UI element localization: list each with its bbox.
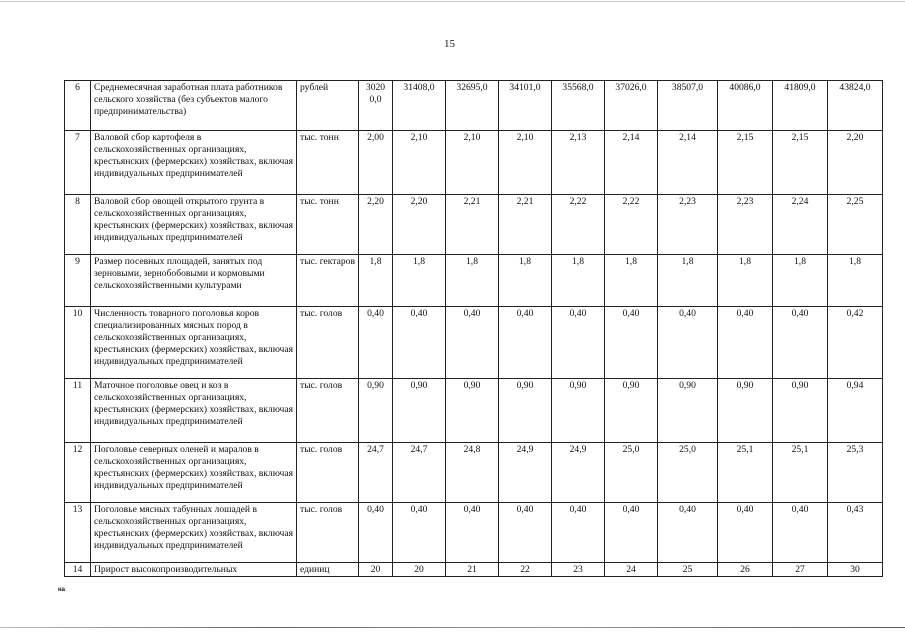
value-cell: 0,40 xyxy=(773,503,828,563)
value-cell: 2,00 xyxy=(359,131,393,195)
indicator-name: Численность товарного поголовья коров специализированных мясных пород в сельскохозяйственных организациях, крестьянских (фермерских) хозяйствах, включая индивидуальных предпринимателей xyxy=(91,307,297,379)
value-cell: 1,8 xyxy=(773,255,828,307)
value-cell: 25,1 xyxy=(773,443,828,503)
value-cell: 31408,0 xyxy=(393,81,446,131)
row-index: 9 xyxy=(65,255,91,307)
value-cell: 1,8 xyxy=(828,255,883,307)
value-cell: 0,40 xyxy=(552,307,605,379)
value-cell: 1,8 xyxy=(658,255,718,307)
value-cell: 0,90 xyxy=(552,379,605,443)
value-cell: 2,23 xyxy=(718,195,773,255)
value-cell: 2,22 xyxy=(605,195,658,255)
value-cell: 2,21 xyxy=(499,195,552,255)
value-cell: 2,23 xyxy=(658,195,718,255)
value-cell: 24,9 xyxy=(499,443,552,503)
value-cell: 22 xyxy=(499,563,552,577)
indicator-name: Маточное поголовье овец и коз в сельскохозяйственных организациях, крестьянских (фермерских) хозяйствах, включая индивидуальных предпринимателей xyxy=(91,379,297,443)
value-cell: 0,90 xyxy=(499,379,552,443)
value-cell: 0,40 xyxy=(446,307,499,379)
row-index: 14 xyxy=(65,563,91,577)
value-cell: 27 xyxy=(773,563,828,577)
value-cell: 0,40 xyxy=(605,307,658,379)
value-cell: 2,10 xyxy=(393,131,446,195)
table-row xyxy=(65,443,883,503)
value-cell: 20 xyxy=(359,563,393,577)
value-cell: 0,40 xyxy=(718,503,773,563)
unit-cell: единиц xyxy=(297,563,359,577)
unit-cell: рублей xyxy=(297,81,359,131)
value-cell: 2,10 xyxy=(446,131,499,195)
value-cell: 0,43 xyxy=(828,503,883,563)
value-cell: 25,1 xyxy=(718,443,773,503)
value-cell: 24,7 xyxy=(393,443,446,503)
value-cell: 2,25 xyxy=(828,195,883,255)
value-cell: 26 xyxy=(718,563,773,577)
value-cell: 0,40 xyxy=(552,503,605,563)
value-cell: 0,90 xyxy=(393,379,446,443)
value-cell: 37026,0 xyxy=(605,81,658,131)
value-cell: 2,22 xyxy=(552,195,605,255)
indicator-name: Среднемесячная заработная плата работников сельского хозяйства (без субъектов малого предпринимательства) xyxy=(91,81,297,131)
table-row xyxy=(65,379,883,443)
unit-cell: тыс. гектаров xyxy=(297,255,359,307)
value-cell: 24,8 xyxy=(446,443,499,503)
page-number: 15 xyxy=(444,38,455,50)
value-cell: 24 xyxy=(605,563,658,577)
value-cell: 1,8 xyxy=(499,255,552,307)
table-row xyxy=(65,195,883,255)
value-cell: 0,40 xyxy=(359,307,393,379)
value-cell: 0,90 xyxy=(446,379,499,443)
value-cell: 2,15 xyxy=(773,131,828,195)
indicator-name: Валовой сбор овощей открытого грунта в сельскохозяйственных организациях, крестьянских (фермерских) хозяйствах, включая индивидуальных предпринимателей xyxy=(91,195,297,255)
value-cell: 25,0 xyxy=(605,443,658,503)
value-cell: 25,0 xyxy=(658,443,718,503)
value-cell: 1,8 xyxy=(718,255,773,307)
indicator-name: Валовой сбор картофеля в сельскохозяйственных организациях, крестьянских (фермерских) хозяйствах, включая индивидуальных предпринимателей xyxy=(91,131,297,195)
value-cell: 21 xyxy=(446,563,499,577)
unit-cell: тыс. тонн xyxy=(297,131,359,195)
scan-edge-bottom xyxy=(0,627,905,628)
value-cell: 2,20 xyxy=(393,195,446,255)
indicator-name: Поголовье мясных табунных лошадей в сельскохозяйственных организациях, крестьянских (фермерских) хозяйствах, включая индивидуальных предпринимателей xyxy=(91,503,297,563)
value-cell: 0,90 xyxy=(359,379,393,443)
footnote-mark: на xyxy=(58,587,65,593)
scan-edge-top xyxy=(0,1,905,2)
row-index: 11 xyxy=(65,379,91,443)
value-cell: 2,21 xyxy=(446,195,499,255)
value-cell: 0,40 xyxy=(393,503,446,563)
value-cell: 41809,0 xyxy=(773,81,828,131)
table-row xyxy=(65,307,883,379)
value-cell: 0,40 xyxy=(658,307,718,379)
unit-cell: тыс. голов xyxy=(297,443,359,503)
value-cell: 34101,0 xyxy=(499,81,552,131)
value-cell: 1,8 xyxy=(552,255,605,307)
indicator-name: Прирост высокопроизводительных xyxy=(91,563,297,577)
table-row xyxy=(65,81,883,131)
value-cell: 1,8 xyxy=(393,255,446,307)
value-cell: 24,7 xyxy=(359,443,393,503)
value-cell: 0,40 xyxy=(718,307,773,379)
value-cell: 2,15 xyxy=(718,131,773,195)
value-cell: 2,14 xyxy=(658,131,718,195)
value-cell: 0,40 xyxy=(359,503,393,563)
value-cell: 0,94 xyxy=(828,379,883,443)
value-cell: 1,8 xyxy=(605,255,658,307)
value-cell: 32695,0 xyxy=(446,81,499,131)
row-index: 8 xyxy=(65,195,91,255)
value-cell: 2,24 xyxy=(773,195,828,255)
row-index: 7 xyxy=(65,131,91,195)
value-cell: 0,40 xyxy=(605,503,658,563)
value-cell: 2,13 xyxy=(552,131,605,195)
value-cell: 0,40 xyxy=(499,307,552,379)
value-cell: 0,90 xyxy=(658,379,718,443)
value-cell: 0,40 xyxy=(393,307,446,379)
value-cell: 0,40 xyxy=(658,503,718,563)
value-cell: 2,20 xyxy=(359,195,393,255)
value-cell: 0,40 xyxy=(446,503,499,563)
row-index: 6 xyxy=(65,81,91,131)
row-index: 10 xyxy=(65,307,91,379)
value-cell: 23 xyxy=(552,563,605,577)
value-cell: 0,40 xyxy=(499,503,552,563)
value-cell: 40086,0 xyxy=(718,81,773,131)
value-cell: 2,10 xyxy=(499,131,552,195)
unit-cell: тыс. голов xyxy=(297,503,359,563)
unit-cell: тыс. голов xyxy=(297,307,359,379)
value-cell: 0,90 xyxy=(773,379,828,443)
value-cell: 38507,0 xyxy=(658,81,718,131)
table-row xyxy=(65,503,883,563)
value-cell: 0,90 xyxy=(718,379,773,443)
indicator-name: Поголовье северных оленей и маралов в сельскохозяйственных организациях, крестьянских (фермерских) хозяйствах, включая индивидуальных предпринимателей xyxy=(91,443,297,503)
table-row xyxy=(65,255,883,307)
unit-cell: тыс. тонн xyxy=(297,195,359,255)
value-cell: 2,20 xyxy=(828,131,883,195)
value-cell: 30 xyxy=(828,563,883,577)
indicators-table xyxy=(64,80,883,577)
value-cell: 24,9 xyxy=(552,443,605,503)
value-cell: 25,3 xyxy=(828,443,883,503)
value-cell: 43824,0 xyxy=(828,81,883,131)
row-index: 12 xyxy=(65,443,91,503)
table-row xyxy=(65,131,883,195)
value-cell: 35568,0 xyxy=(552,81,605,131)
value-cell: 2,14 xyxy=(605,131,658,195)
value-cell: 0,90 xyxy=(605,379,658,443)
value-cell: 0,42 xyxy=(828,307,883,379)
value-cell: 3020 0,0 xyxy=(359,81,393,131)
row-index: 13 xyxy=(65,503,91,563)
value-cell: 0,40 xyxy=(773,307,828,379)
value-cell: 1,8 xyxy=(446,255,499,307)
value-cell: 1,8 xyxy=(359,255,393,307)
table-body xyxy=(65,81,883,577)
value-cell: 25 xyxy=(658,563,718,577)
unit-cell: тыс. голов xyxy=(297,379,359,443)
value-cell: 20 xyxy=(393,563,446,577)
table-row xyxy=(65,563,883,577)
indicator-name: Размер посевных площадей, занятых под зерновыми, зернобобовыми и кормовыми сельскохозяйственными культурами xyxy=(91,255,297,307)
